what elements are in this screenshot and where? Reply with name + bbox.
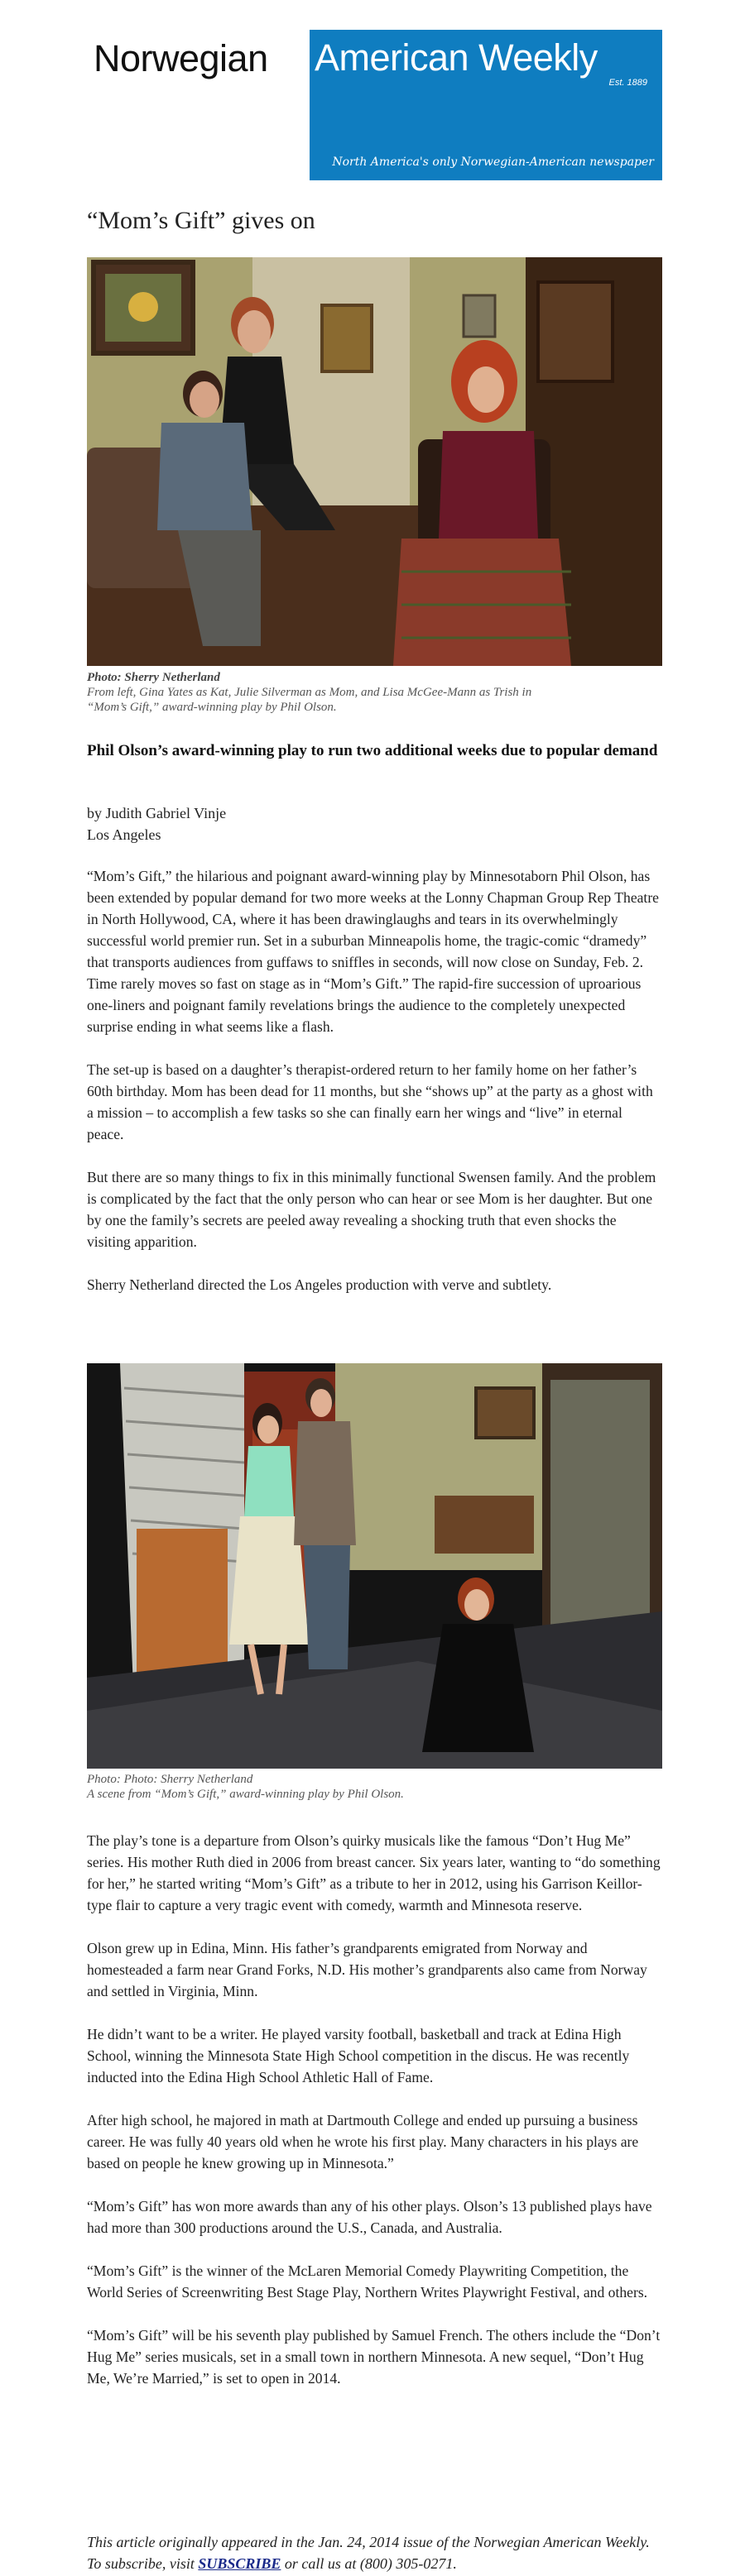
paragraph: The set-up is based on a daughter’s therapist-ordered return to her family home on her father’s 60th birthday. Mom has been dead for 11 months, but she “shows up” at the party as a ghost with a mission – to accomplish a few tasks so she can finally earn her wings and “live” in eternal peace. (87, 1061, 653, 1142)
masthead-tagline: North America's only Norwegian-American newspaper (332, 156, 654, 169)
paragraph: The play’s tone is a departure from Olson’s quirky musicals like the famous “Don’t Hug Me” series. His mother Ruth died in 2006 from breast cancer. Six years later, wanting to “do something for her,” he started writing “Mom’s Gift” as a tribute to her in 2012, using his Garrison Keillor-type flair to capture a very tragic event with comedy, warmth and Minnesota reserve. (87, 1832, 661, 1913)
byline: by Judith Gabriel Vinje (87, 805, 227, 821)
paragraph: Sherry Netherland directed the Los Angeles production with verve and subtlety. (87, 1276, 552, 1293)
paragraph: But there are so many things to fix in this minimally functional Swensen family. And the problem is complicated by the fact that the only person who can hear or see Mom is her daughter. But one by one the family’s secrets are peeled away revealing a shocking truth that even shocks the visiting apparition. (87, 1169, 656, 1250)
paragraph: “Mom’s Gift” has won more awards than any of his other plays. Olson’s 13 published plays have had more than 300 productions around the U.S., Canada, and Australia. (87, 2198, 652, 2236)
masthead-right-words: American Weekly (315, 36, 598, 79)
photo-stage-scene[interactable] (87, 1363, 662, 1769)
article-body-part-1 (87, 865, 662, 1317)
article-title: “Mom’s Gift” gives on (87, 207, 315, 234)
masthead-left-word: Norwegian (94, 37, 268, 79)
photo-2-caption (87, 1772, 662, 1802)
masthead-brand-box (310, 30, 662, 180)
photo-2-credit: Photo: Photo: Sherry Netherland (87, 1773, 253, 1786)
paragraph: “Mom’s Gift” will be his seventh play published by Samuel French. The others include the “Don’t Hug Me” series musicals, set in a small town in northern Minnesota. A new sequel, “Don’t Hug Me, We’re Married,” is set to open in 2014. (87, 2327, 661, 2387)
paragraph: “Mom’s Gift,” the hilarious and poignant award-winning play by Minnesotaborn Phil Olson, has been extended by popular demand for two more weeks at the Lonny Chapman Group Rep Theatre in North Hollywood, CA, where it has been drawinglaughs and tears in its overwhelmingly successful world premier run. Set in a suburban Minneapolis home, the tragic-comic “dramedy” that transports audiences from guffaws to sniffles in seconds, will now close on Sunday, Feb. 2. Time rarely moves so fast on stage as in “Mom’s Gift.” The rapid-fire succession of uproarious one-liners and poignant family revelations brings the audience to the completely unexpected surprise ending in what seems like a flash. (87, 868, 659, 1035)
dateline: Los Angeles (87, 826, 161, 843)
subscribe-link[interactable]: SUBSCRIBE (198, 2555, 281, 2572)
footnote-text-pre: This article originally appeared in the Jan. 24, 2014 issue of the Norwegian American Weekly. To subscribe, visit (87, 2534, 650, 2572)
paragraph: “Mom’s Gift” is the winner of the McLaren Memorial Comedy Playwriting Competition, the World Series of Screenwriting Best Stage Play, Northern Writes Playwright Festival, and others. (87, 2262, 648, 2301)
article-subhead: Phil Olson’s award-winning play to run two additional weeks due to popular demand (87, 742, 658, 759)
masthead-est: Est. 1889 (608, 78, 647, 88)
photo-living-room[interactable] (87, 257, 662, 666)
photo-1-image (87, 257, 662, 666)
subscription-footnote (87, 2531, 662, 2574)
paragraph: Olson grew up in Edina, Minn. His father’s grandparents emigrated from Norway and homesteaded a farm near Grand Forks, N.D. His mother’s grandparents also came from Norway and settled in Virginia, Minn. (87, 1940, 647, 1999)
article-body-part-2 (87, 1830, 662, 2411)
masthead[interactable] (87, 30, 662, 180)
photo-1-credit: Photo: Sherry Netherland (87, 671, 220, 684)
photo-1-caption (87, 670, 662, 715)
paragraph: After high school, he majored in math at Dartmouth College and ended up pursuing a business career. He was fully 40 years old when he wrote his first play. Many characters in his plays are based on people he knew growing up in Minnesota.” (87, 2112, 639, 2171)
photo-2-caption-line: A scene from “Mom’s Gift,” award-winning play by Phil Olson. (87, 1788, 404, 1801)
paragraph: He didn’t want to be a writer. He played varsity football, basketball and track at Edina High School, winning the Minnesota State High School competition in the discus. He was recently inducted into the Edina High School Athletic Hall of Fame. (87, 2026, 630, 2085)
photo-2-image (87, 1363, 662, 1769)
footnote-text-post: or call us at (800) 305-0271. (281, 2555, 457, 2572)
photo-1-caption-line1: From left, Gina Yates as Kat, Julie Silverman as Mom, and Lisa McGee-Mann as Trish in (87, 686, 532, 699)
byline-block (87, 802, 662, 845)
photo-1-caption-line2: “Mom’s Gift,” award-winning play by Phil Olson. (87, 701, 337, 714)
